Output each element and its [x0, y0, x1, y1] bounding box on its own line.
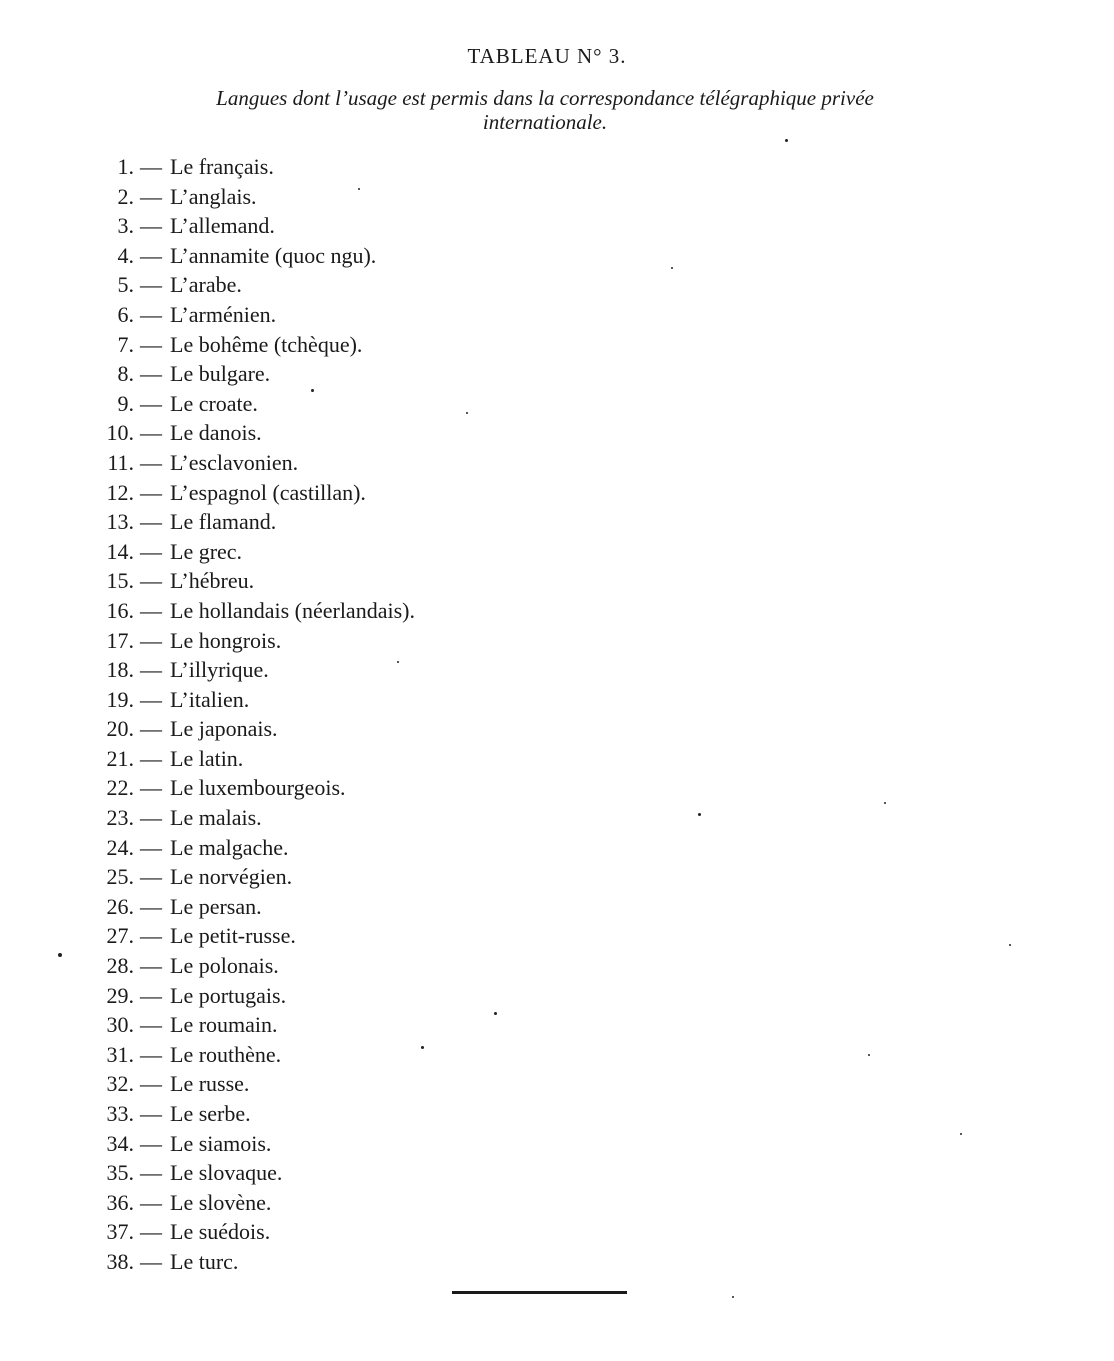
item-dash: —	[140, 390, 162, 416]
item-language: Le malgache.	[170, 834, 289, 860]
list-item	[60, 773, 415, 803]
item-language: Le russe.	[170, 1071, 250, 1097]
list-item	[60, 803, 415, 833]
item-number: 16.	[106, 597, 134, 623]
item-number: 7.	[117, 331, 134, 357]
item-language: Le bulgare.	[170, 361, 271, 387]
item-number: 24.	[106, 834, 134, 860]
item-dash: —	[140, 154, 162, 179]
item-dash: —	[140, 1160, 162, 1186]
item-language: Le turc.	[170, 1248, 239, 1274]
item-dash: —	[140, 1219, 162, 1245]
item-language: L’anglais.	[170, 183, 257, 209]
table-subtitle	[120, 86, 970, 134]
item-number: 37.	[106, 1219, 134, 1245]
list-item	[60, 1188, 415, 1218]
subtitle-line-2: internationale.	[482, 110, 608, 134]
item-number: 10.	[106, 420, 134, 446]
item-dash: —	[140, 331, 162, 357]
item-dash: —	[140, 242, 162, 268]
scan-speck	[960, 1133, 962, 1135]
list-item	[60, 1040, 415, 1070]
scan-speck	[671, 267, 673, 269]
item-dash: —	[140, 923, 162, 949]
item-dash: —	[140, 657, 162, 683]
item-number: 31.	[106, 1041, 134, 1067]
item-number: 13.	[106, 509, 134, 535]
item-number: 4.	[117, 242, 134, 268]
list-item	[60, 330, 415, 360]
list-item	[60, 182, 415, 212]
list-item	[60, 566, 415, 596]
list-item	[60, 300, 415, 330]
item-dash: —	[140, 1130, 162, 1156]
item-number: 38.	[106, 1248, 134, 1274]
list-item	[60, 1099, 415, 1129]
list-item	[60, 892, 415, 922]
list-item	[60, 152, 415, 182]
item-number: 1.	[117, 154, 134, 179]
list-item	[60, 655, 415, 685]
item-dash: —	[140, 953, 162, 979]
list-item	[60, 359, 415, 389]
scan-speck	[494, 1012, 497, 1015]
item-number: 5.	[117, 272, 134, 298]
item-dash: —	[140, 1189, 162, 1215]
item-language: L’arménien.	[170, 301, 277, 327]
item-language: Le malais.	[170, 805, 262, 831]
item-number: 33.	[106, 1101, 134, 1126]
item-number: 26.	[106, 893, 134, 919]
item-dash: —	[140, 686, 162, 712]
item-language: L’illyrique.	[170, 657, 269, 683]
item-dash: —	[140, 627, 162, 653]
item-number: 8.	[117, 361, 134, 387]
item-dash: —	[140, 1041, 162, 1067]
item-language: L’hébreu.	[170, 568, 255, 594]
scan-speck	[884, 802, 886, 804]
scan-speck	[58, 953, 62, 957]
item-number: 35.	[106, 1160, 134, 1186]
list-item	[60, 833, 415, 863]
item-dash: —	[140, 361, 162, 387]
item-dash: —	[140, 449, 162, 475]
item-language: Le hollandais (néerlandais).	[170, 597, 415, 623]
item-language: Le norvégien.	[170, 864, 293, 890]
item-language: Le français.	[170, 154, 274, 179]
item-language: Le persan.	[170, 893, 262, 919]
item-language: L’allemand.	[170, 213, 275, 239]
item-dash: —	[140, 509, 162, 535]
item-dash: —	[140, 893, 162, 919]
list-item	[60, 270, 415, 300]
item-number: 19.	[106, 686, 134, 712]
item-number: 23.	[106, 805, 134, 831]
item-number: 14.	[106, 538, 134, 564]
list-item	[60, 1010, 415, 1040]
item-language: Le portugais.	[170, 982, 287, 1008]
item-number: 22.	[106, 775, 134, 801]
item-number: 15.	[106, 568, 134, 594]
item-number: 29.	[106, 982, 134, 1008]
item-language: L’espagnol (castillan).	[170, 479, 366, 505]
list-item	[60, 714, 415, 744]
item-number: 18.	[106, 657, 134, 683]
item-dash: —	[140, 538, 162, 564]
item-language: Le routhène.	[170, 1041, 282, 1067]
item-language: Le luxembourgeois.	[170, 775, 346, 801]
item-dash: —	[140, 745, 162, 771]
item-language: Le slovène.	[170, 1189, 272, 1215]
item-dash: —	[140, 272, 162, 298]
list-item	[60, 418, 415, 448]
item-dash: —	[140, 1248, 162, 1274]
list-item	[60, 626, 415, 656]
item-language: L’italien.	[170, 686, 250, 712]
scan-speck	[358, 188, 360, 190]
item-language: Le roumain.	[170, 1012, 278, 1038]
item-dash: —	[140, 213, 162, 239]
list-item	[60, 537, 415, 567]
item-number: 21.	[106, 745, 134, 771]
item-dash: —	[140, 834, 162, 860]
item-language: Le latin.	[170, 745, 244, 771]
item-number: 17.	[106, 627, 134, 653]
item-language: Le siamois.	[170, 1130, 272, 1156]
item-language: Le slovaque.	[170, 1160, 283, 1186]
item-dash: —	[140, 805, 162, 831]
item-language: L’arabe.	[170, 272, 242, 298]
list-item	[60, 685, 415, 715]
item-number: 34.	[106, 1130, 134, 1156]
item-language: L’esclavonien.	[170, 449, 299, 475]
item-number: 3.	[117, 213, 134, 239]
scan-speck	[732, 1296, 734, 1298]
item-language: Le croate.	[170, 390, 258, 416]
list-item	[60, 241, 415, 271]
item-dash: —	[140, 183, 162, 209]
item-language: Le danois.	[170, 420, 262, 446]
list-item	[60, 1217, 415, 1247]
list-item	[60, 478, 415, 508]
item-language: Le serbe.	[170, 1101, 251, 1126]
item-dash: —	[140, 716, 162, 742]
item-number: 25.	[106, 864, 134, 890]
item-number: 20.	[106, 716, 134, 742]
item-dash: —	[140, 775, 162, 801]
language-list	[60, 152, 415, 1277]
scan-speck	[785, 139, 788, 142]
list-item	[60, 211, 415, 241]
list-item	[60, 507, 415, 537]
item-number: 27.	[106, 923, 134, 949]
item-language: L’annamite (quoc ngu).	[170, 242, 377, 268]
subtitle-line-1: Langues dont l’usage est permis dans la correspondance télégraphique privée	[216, 86, 874, 110]
item-language: Le japonais.	[170, 716, 278, 742]
item-language: Le grec.	[170, 538, 243, 564]
item-language: Le petit-russe.	[170, 923, 296, 949]
list-item	[60, 951, 415, 981]
item-dash: —	[140, 864, 162, 890]
item-number: 11.	[107, 449, 134, 475]
list-item	[60, 862, 415, 892]
scan-speck	[397, 661, 399, 663]
list-item	[60, 921, 415, 951]
scan-speck	[868, 1054, 870, 1056]
item-dash: —	[140, 597, 162, 623]
item-number: 9.	[117, 390, 134, 416]
item-dash: —	[140, 982, 162, 1008]
item-language: Le polonais.	[170, 953, 279, 979]
item-dash: —	[140, 301, 162, 327]
item-dash: —	[140, 479, 162, 505]
closing-rule	[452, 1291, 627, 1294]
scan-speck	[698, 813, 701, 816]
item-language: Le hongrois.	[170, 627, 282, 653]
list-item	[60, 1129, 415, 1159]
item-number: 30.	[106, 1012, 134, 1038]
scan-speck	[421, 1046, 424, 1049]
list-item	[60, 981, 415, 1011]
item-language: Le suédois.	[170, 1219, 271, 1245]
item-number: 12.	[106, 479, 134, 505]
item-number: 2.	[117, 183, 134, 209]
item-dash: —	[140, 1101, 162, 1126]
item-dash: —	[140, 1012, 162, 1038]
item-number: 32.	[106, 1071, 134, 1097]
list-item	[60, 596, 415, 626]
scan-speck	[311, 389, 314, 392]
item-number: 28.	[106, 953, 134, 979]
item-number: 36.	[106, 1189, 134, 1215]
list-item	[60, 389, 415, 419]
item-dash: —	[140, 568, 162, 594]
item-dash: —	[140, 1071, 162, 1097]
list-item	[60, 1158, 415, 1188]
item-dash: —	[140, 420, 162, 446]
list-item	[60, 1069, 415, 1099]
list-item	[60, 1247, 415, 1277]
item-language: Le bohême (tchèque).	[170, 331, 363, 357]
scan-speck	[466, 412, 468, 414]
item-number: 6.	[117, 301, 134, 327]
list-item	[60, 448, 415, 478]
scan-speck	[1009, 944, 1011, 946]
table-title: TABLEAU N° 3.	[467, 44, 627, 68]
list-item	[60, 744, 415, 774]
item-language: Le flamand.	[170, 509, 277, 535]
